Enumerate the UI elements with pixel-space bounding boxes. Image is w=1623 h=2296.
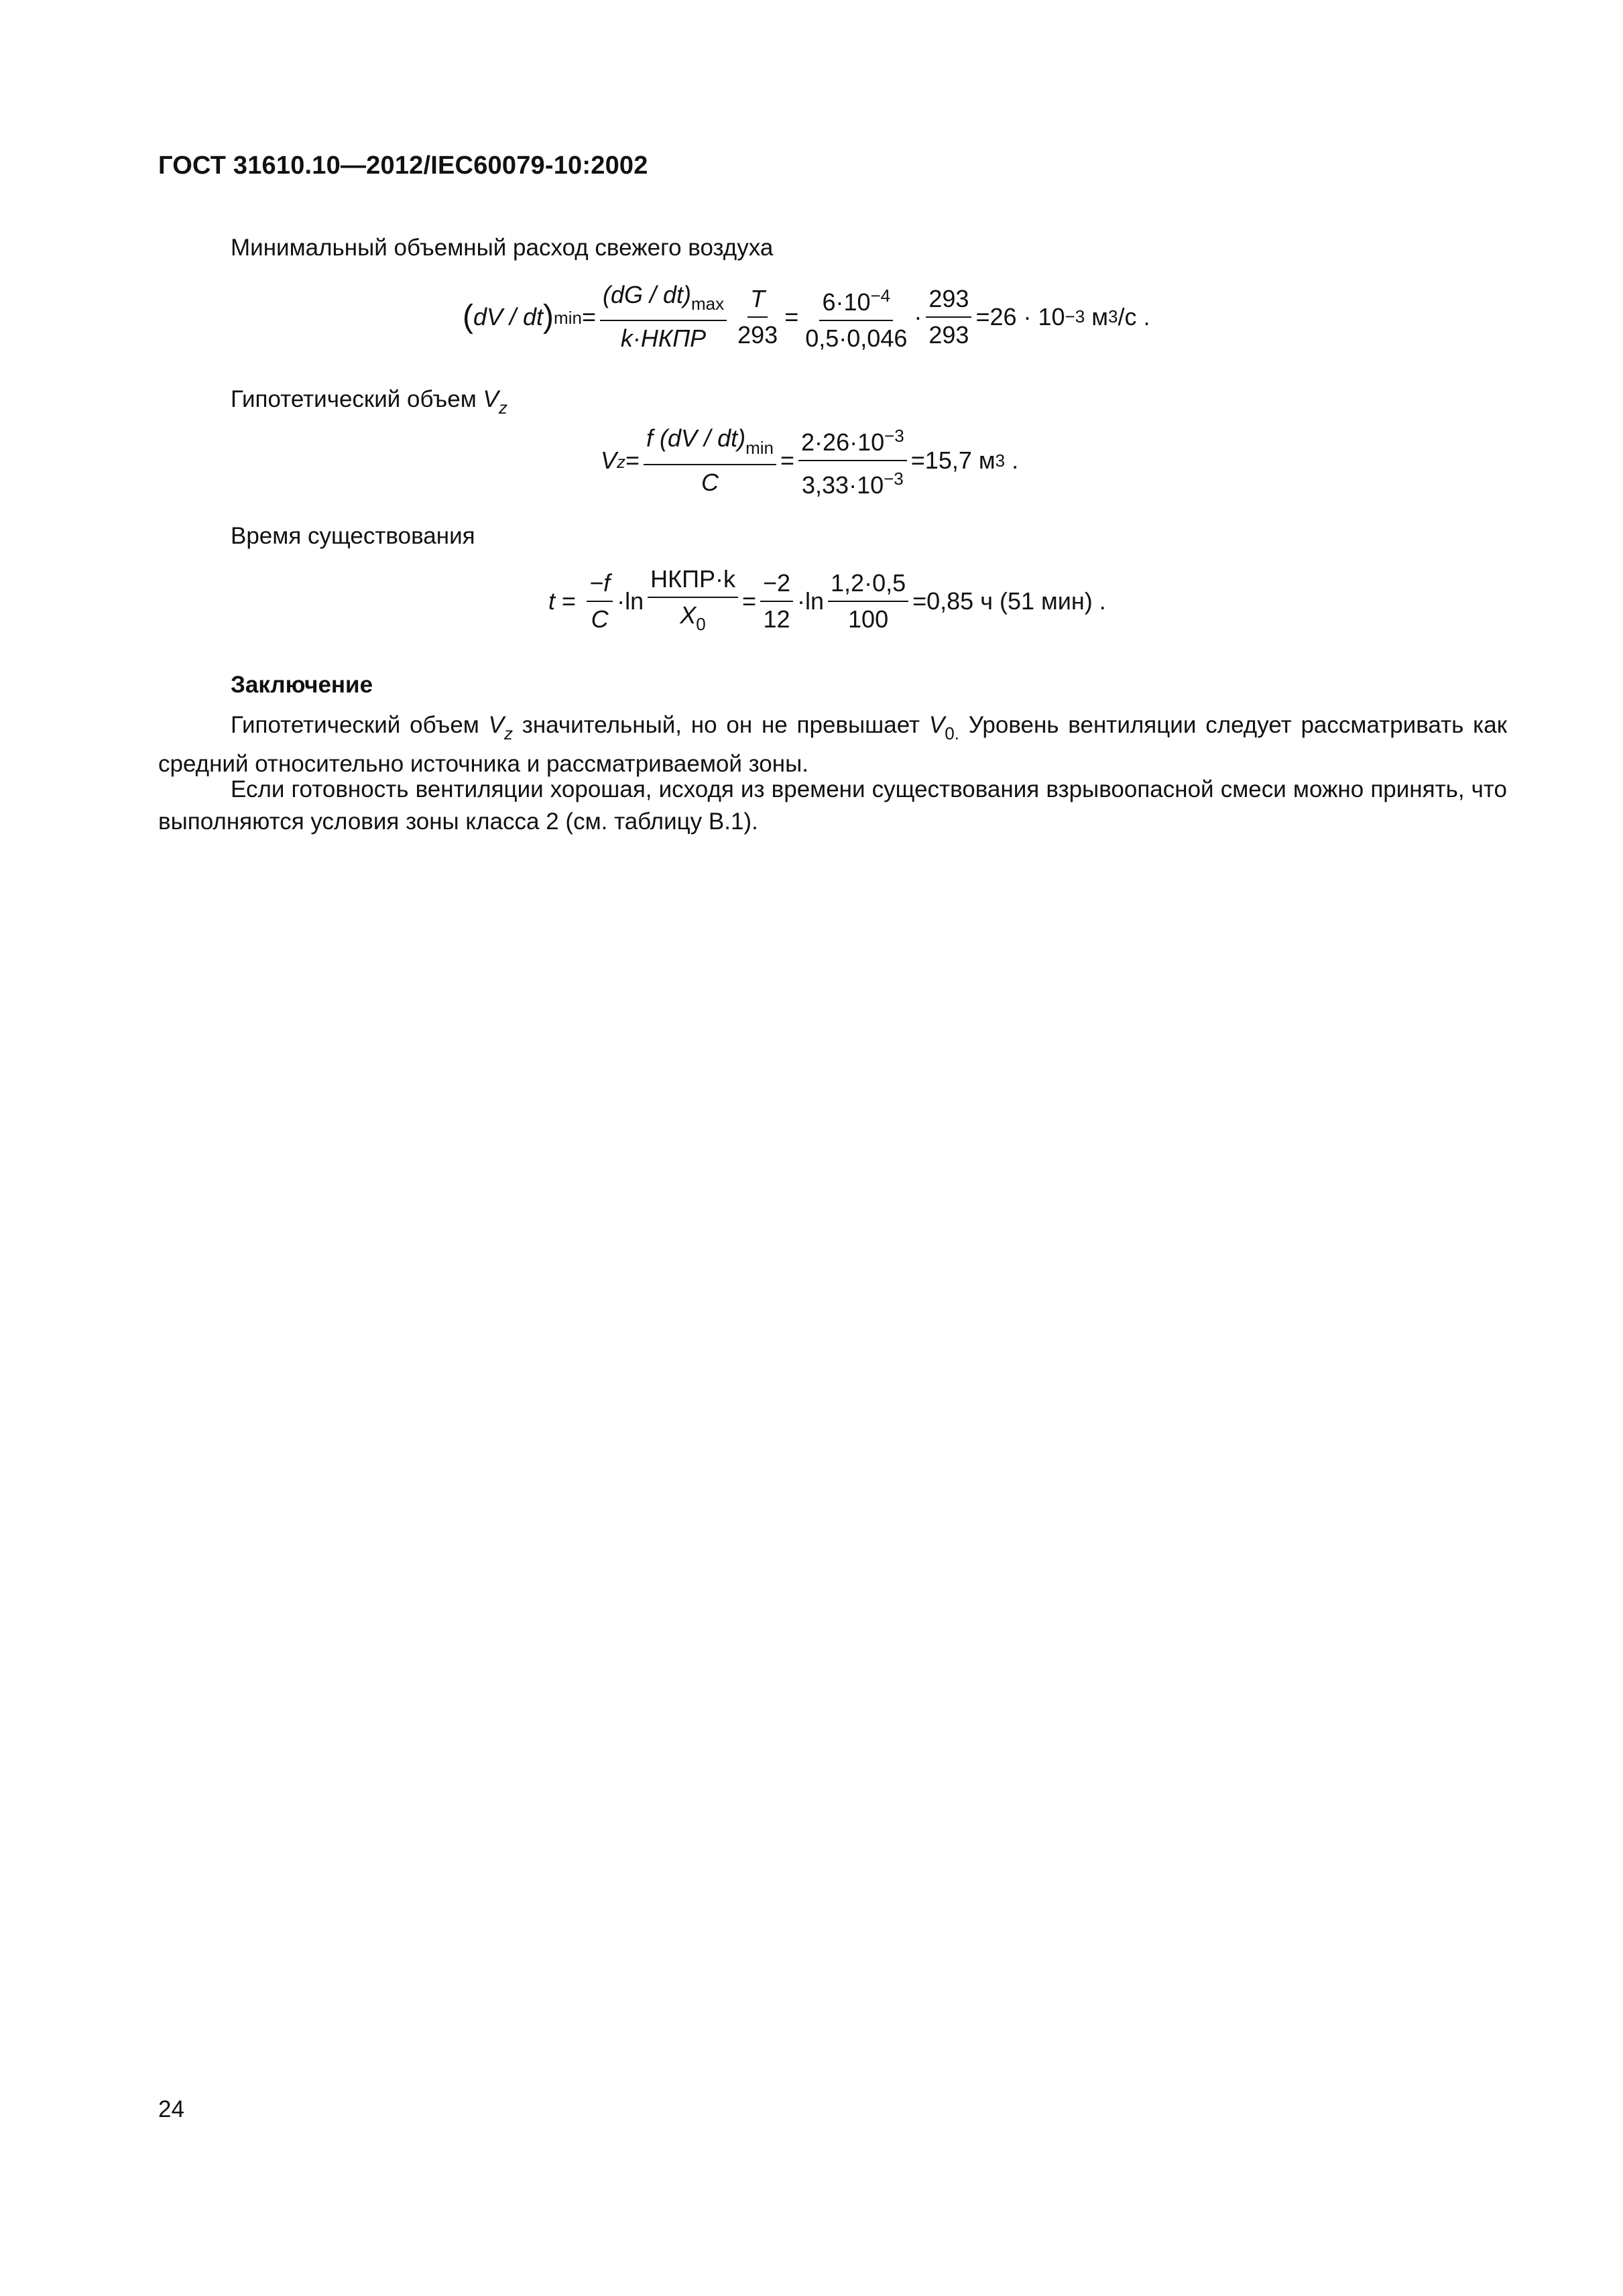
eq1-f2-den: 293 [737,320,778,349]
eq1-unit-tail: /с . [1118,302,1150,330]
eq3-f2-den: X [680,601,697,629]
eq3-f3-num: −2 [760,568,793,602]
hv-label-sub: z [498,398,507,418]
eq1-fraction-2 [735,284,780,350]
eq2-lhs: V [601,446,617,474]
eq3-fraction-2 [648,564,738,638]
p1-sub2: 0. [945,723,959,743]
p1-text-b: значительный, но он не превышает [513,712,929,738]
hypothetical-volume-label [231,383,507,422]
eq2-equals-2: = [780,446,795,474]
eq1-f3-den: 0,5·0,046 [805,324,908,352]
eq2-tail: . [1005,446,1019,474]
p1-sub: z [504,723,514,743]
eq3-f4-den: 100 [848,605,889,633]
eq3-f1-num: −f [587,568,613,602]
eq2-f1-num: f (dV / dt) [646,424,746,452]
equation-hypothetical-volume [601,421,1018,500]
eq2-f2-den-sup: −3 [884,469,904,489]
eq1-lhs-var: dV / dt [473,302,544,330]
eq1-unit-sup: 3 [1107,306,1118,327]
eq1-f1-den: k·НКПР [620,324,707,353]
eq3-f3-den: 12 [763,605,790,633]
eq3-f1-den: C [591,605,609,633]
eq3-equals-2: = [741,587,756,615]
eq3-ln-2: ·ln [797,587,825,615]
eq2-equals-1: = [625,446,640,474]
eq2-lhs-sub: z [617,451,626,472]
eq1-equals-2: = [784,302,799,330]
eq3-fraction-4 [828,568,908,634]
eq1-f2-num: T [747,284,768,318]
eq3-result: =0,85 ч (51 мин) . [912,587,1106,615]
fresh-air-label: Минимальный объемный расход свежего воздуха [231,235,774,261]
p1-var2: V [928,712,945,738]
eq2-fraction-1 [644,424,776,497]
conclusion-paragraph-1 [158,709,1507,780]
eq1-f3-num-sup: −4 [870,285,891,306]
p1-text-a: Гипотетический объем [231,712,489,738]
eq1-fraction-1 [600,280,727,353]
eq1-lhs-sub: min [554,308,582,328]
eq2-f1-num-sub: min [745,437,774,458]
equation-min-airflow [463,280,1150,353]
eq2-f1-den: C [701,468,719,496]
eq3-fraction-1 [587,568,613,634]
p1-text-c: Уровень вентиляции следует рассматривать как средний относительно источника и рассматриваемой зоны. [158,712,1508,777]
eq2-f2-num-sup: −3 [884,426,904,446]
eq1-lhs-open: ( [463,298,473,335]
eq1-f1-num: (dG / dt) [602,281,691,308]
eq2-f2-num: 2·26·10 [801,428,885,456]
eq3-f2-den-sub: 0 [696,614,706,635]
eq3-equals-1: = [555,587,583,615]
eq3-f2-num: НКПР·k [648,564,738,598]
eq3-lhs: t [548,587,556,615]
eq2-result-sup: 3 [995,450,1006,471]
existence-time-label: Время существования [231,523,475,549]
eq1-f4-num: 293 [926,284,971,318]
eq1-f3-num: 6·10 [822,288,871,316]
eq3-ln-1: ·ln [617,587,644,615]
eq1-f1-num-sub: max [691,294,725,314]
eq1-dot: · [914,302,922,330]
eq2-fraction-2 [798,421,907,500]
eq1-fraction-4 [926,284,971,350]
eq1-equals-1: = [581,302,596,330]
document-header: ГОСТ 31610.10—2012/IEC60079-10:2002 [158,152,648,180]
eq1-unit: м [1091,302,1108,330]
eq1-fraction-3 [802,281,910,353]
hv-label-var: V [483,386,499,412]
eq1-lhs-close: ) [543,298,554,335]
eq2-f2-den: 3,33·10 [802,471,884,499]
eq1-result: =26 · 10 [975,302,1065,330]
conclusion-heading: Заключение [231,672,373,698]
eq1-f4-den: 293 [928,320,969,349]
page-number: 24 [158,2096,184,2122]
equation-existence-time [548,564,1106,638]
eq1-result-sup: −3 [1065,306,1085,327]
conclusion-paragraph-2: Если готовность вентиляции хорошая, исходя из времени существования взрывоопасной смеси можно принять, что выполняются условия зоны класса 2 (см. таблицу В.1). [158,776,1507,835]
eq2-result: =15,7 м [910,446,996,474]
eq3-fraction-3 [760,568,793,634]
p1-var: V [488,712,505,738]
eq3-f4-num: 1,2·0,5 [828,568,908,602]
hv-label-text: Гипотетический объем [231,386,483,412]
